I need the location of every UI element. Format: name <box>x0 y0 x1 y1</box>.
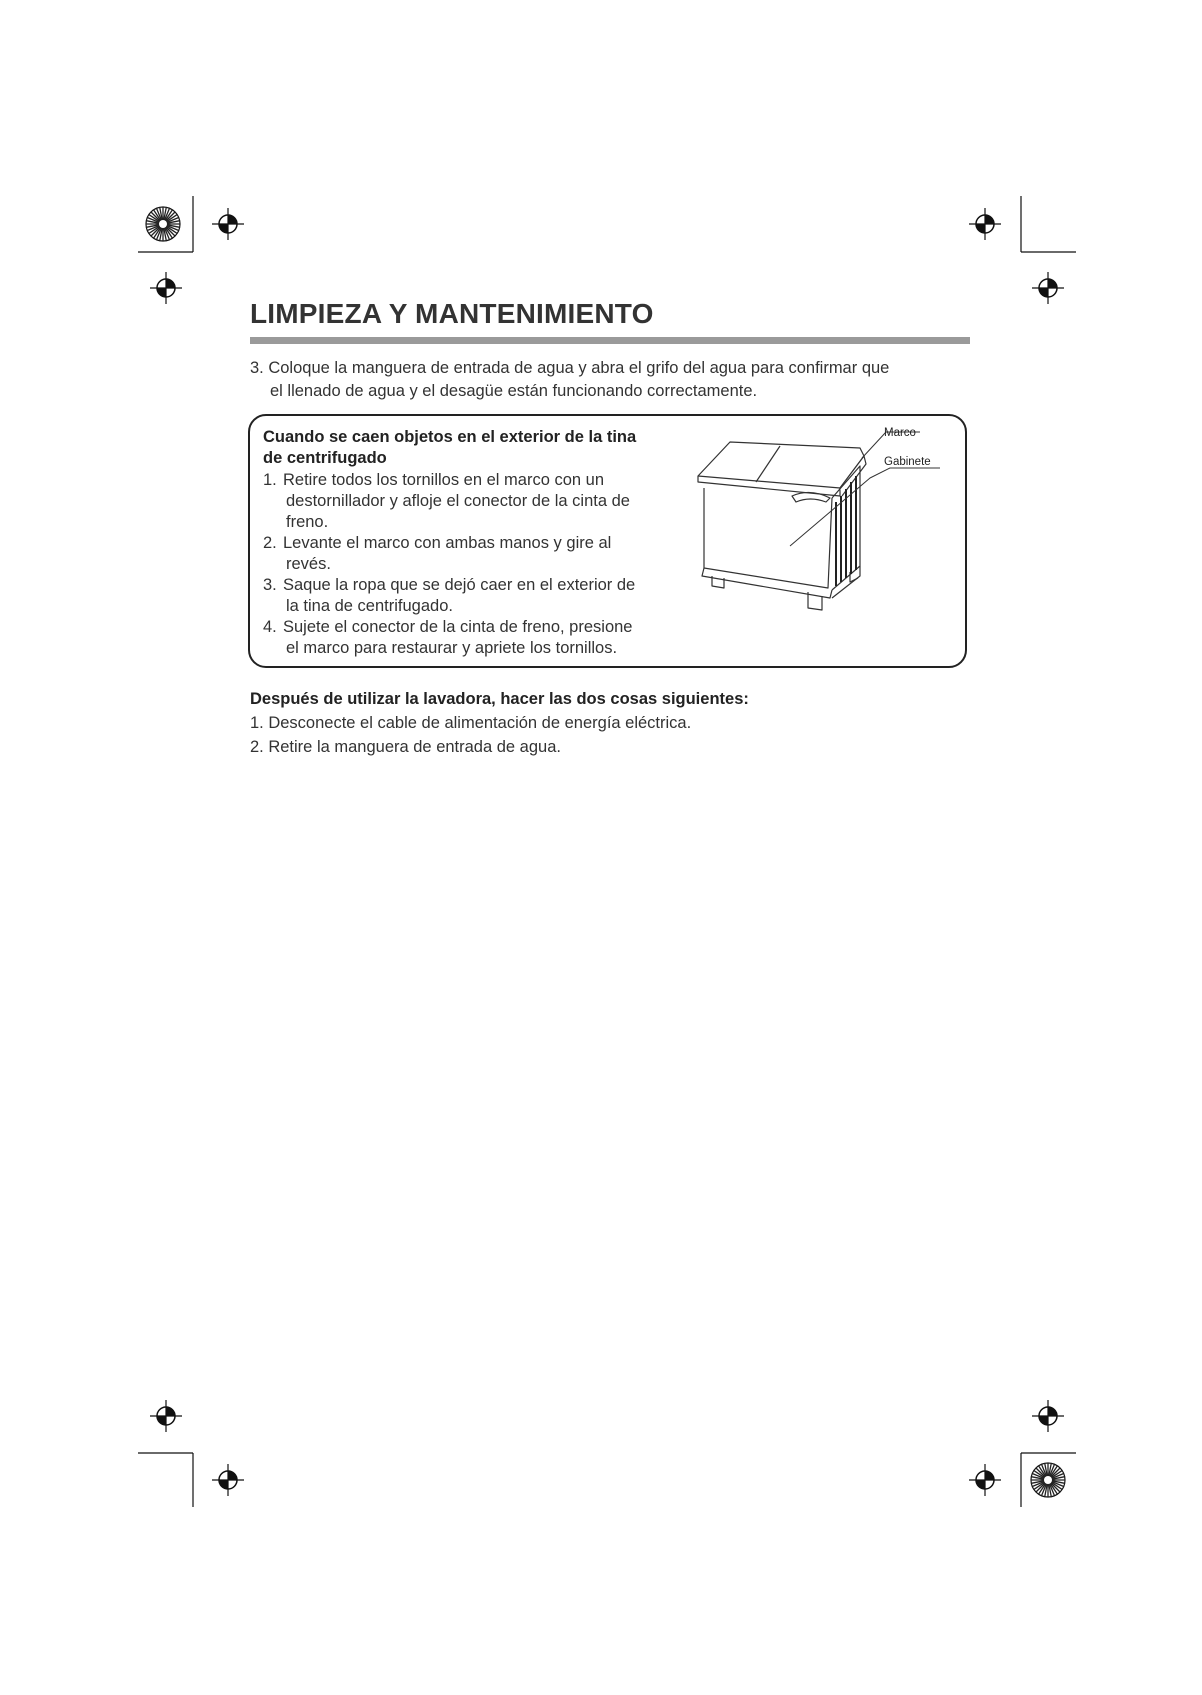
crosshair-mark <box>969 1464 1001 1496</box>
step-text: Retire todos los tornillos en el marco con un <box>283 471 604 489</box>
notice-steps <box>263 470 683 659</box>
notice-text <box>263 427 683 659</box>
label-frame: Marco <box>884 427 916 440</box>
list-item <box>263 533 683 575</box>
crosshair-mark <box>1032 1400 1064 1432</box>
step-text-continued: destornillador y afloje el conector de la cinta de <box>286 492 630 510</box>
title-underline-bar <box>250 337 970 344</box>
step-text-continued: freno. <box>286 513 329 531</box>
step-text-continued: el marco para restaurar y apriete los tornillos. <box>286 639 618 657</box>
step-number: 1. <box>263 471 277 489</box>
crosshair-mark <box>150 272 182 304</box>
intro-line-2: el llenado de agua y el desagüe están funcionando correctamente. <box>270 382 758 400</box>
list-item <box>263 617 683 659</box>
notice-box <box>248 414 967 668</box>
step-number: 2. <box>263 534 277 552</box>
list-item: 1. Desconecte el cable de alimentación de energía eléctrica. <box>250 714 692 732</box>
notice-heading-line-1: Cuando se caen objetos en el exterior de la tina <box>263 428 637 446</box>
crosshair-mark <box>212 208 244 240</box>
step-number: 4. <box>263 618 277 636</box>
step-number: 3. <box>263 576 277 594</box>
washing-machine-illustration <box>690 426 960 656</box>
starburst-mark <box>1031 1463 1065 1497</box>
step-text: Sujete el conector de la cinta de freno, presione <box>283 618 633 636</box>
after-use-section <box>250 687 970 759</box>
label-cabinet: Gabinete <box>884 456 931 468</box>
after-use-list <box>250 711 970 759</box>
list-item <box>263 575 683 617</box>
intro-paragraph <box>250 357 970 403</box>
intro-line-1: 3. Coloque la manguera de entrada de agua y abra el grifo del agua para confirmar que <box>250 359 890 377</box>
step-text-continued: revés. <box>286 555 331 573</box>
crosshair-mark <box>1032 272 1064 304</box>
starburst-mark <box>146 207 180 241</box>
crosshair-mark <box>212 1464 244 1496</box>
crosshair-mark <box>969 208 1001 240</box>
notice-heading-line-2: de centrifugado <box>263 449 387 467</box>
list-item: 2. Retire la manguera de entrada de agua. <box>250 738 561 756</box>
list-item <box>263 470 683 533</box>
after-use-heading: Después de utilizar la lavadora, hacer las dos cosas siguientes: <box>250 690 749 708</box>
crosshair-mark <box>150 1400 182 1432</box>
page-title: LIMPIEZA Y MANTENIMIENTO <box>250 298 654 329</box>
notice-heading <box>263 427 683 469</box>
step-text: Saque la ropa que se dejó caer en el exterior de <box>283 576 636 594</box>
step-text: Levante el marco con ambas manos y gire al <box>283 534 612 552</box>
step-text-continued: la tina de centrifugado. <box>286 597 453 615</box>
